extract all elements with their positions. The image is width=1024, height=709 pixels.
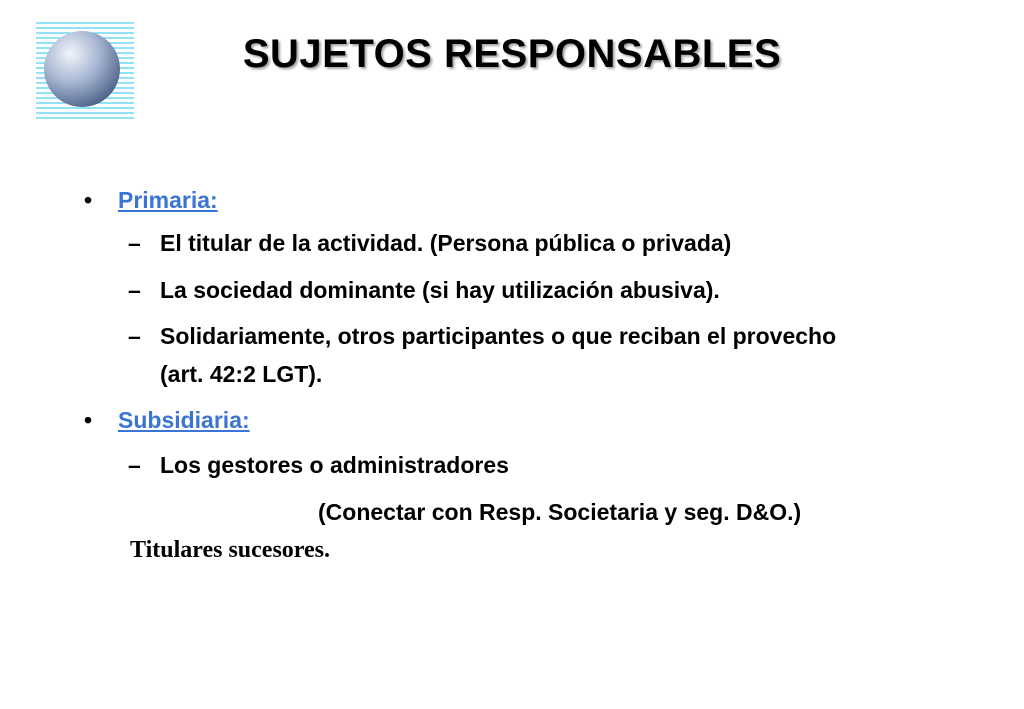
- link-primaria[interactable]: Primaria:: [118, 187, 218, 213]
- bullet-glyph: •: [84, 407, 93, 433]
- dash-glyph: –: [128, 230, 141, 256]
- dash-glyph: –: [128, 452, 141, 478]
- dash-glyph: –: [128, 323, 141, 349]
- item-text: Solidariamente, otros participantes o que reciban el provecho: [160, 323, 837, 349]
- footer-line: Titulares sucesores.: [130, 537, 331, 563]
- dash-glyph: –: [128, 277, 141, 303]
- item-text: El titular de la actividad. (Persona pública o privada): [160, 230, 732, 256]
- bullet-glyph: •: [84, 187, 93, 213]
- item-text: Los gestores o administradores: [160, 452, 509, 478]
- note-text: (Conectar con Resp. Societaria y seg. D&O.): [318, 499, 802, 525]
- link-subsidiaria[interactable]: Subsidiaria:: [118, 407, 250, 433]
- item-text: La sociedad dominante (si hay utilización abusiva).: [160, 277, 720, 303]
- page-title: SUJETOS RESPONSABLES: [242, 32, 782, 76]
- item-text: (art. 42:2 LGT).: [160, 361, 323, 387]
